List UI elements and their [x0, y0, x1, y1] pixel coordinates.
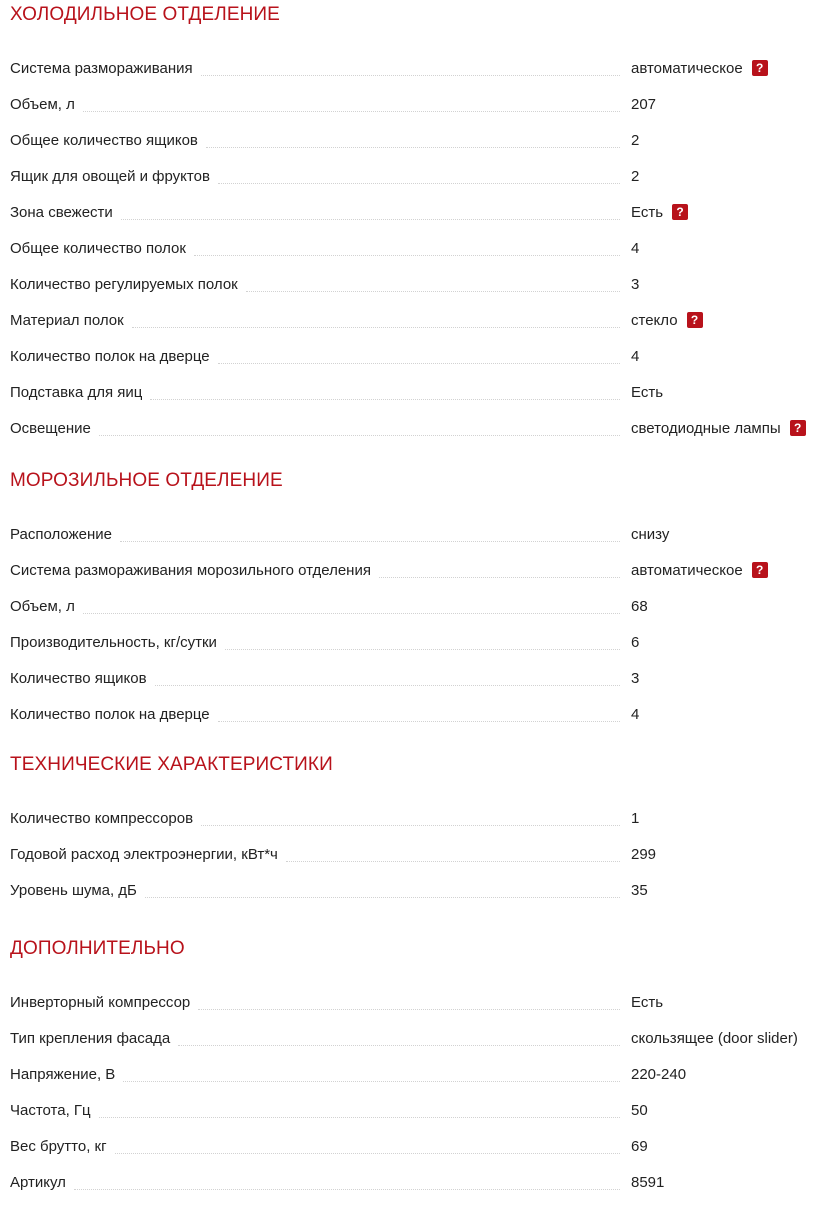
spec-row: [10, 836, 815, 872]
section-freezer: [10, 466, 815, 732]
spec-label: Зона свежести: [10, 204, 121, 221]
dotted-leader: [99, 435, 620, 436]
spec-row: [10, 696, 815, 732]
dotted-leader: [225, 649, 620, 650]
dotted-leader: [194, 255, 620, 256]
spec-value: Есть: [631, 383, 664, 401]
spec-row: [10, 302, 815, 338]
spec-row: [10, 1092, 815, 1128]
spec-label: Система размораживания морозильного отделения: [10, 562, 379, 579]
section-additional: [10, 934, 815, 1200]
spec-label: Объем, л: [10, 96, 83, 113]
dotted-leader: [83, 111, 620, 112]
spec-value: автоматическое: [631, 561, 743, 579]
product-specifications: [10, 0, 815, 1200]
spec-value: 50: [631, 1101, 648, 1119]
section-title: ДОПОЛНИТЕЛЬНО: [10, 938, 185, 959]
spec-label: Общее количество полок: [10, 240, 194, 257]
dotted-leader: [201, 75, 620, 76]
section-title: МОРОЗИЛЬНОЕ ОТДЕЛЕНИЕ: [10, 470, 283, 491]
section-title: ТЕХНИЧЕСКИЕ ХАРАКТЕРИСТИКИ: [10, 754, 333, 775]
dotted-leader: [218, 183, 620, 184]
spec-label: Напряжение, В: [10, 1066, 123, 1083]
spec-label: Уровень шума, дБ: [10, 882, 145, 899]
spec-row: [10, 1128, 815, 1164]
dotted-leader: [123, 1081, 620, 1082]
spec-label: Объем, л: [10, 598, 83, 615]
spec-row: [10, 984, 815, 1020]
dotted-leader: [218, 721, 620, 722]
spec-label: Система размораживания: [10, 60, 201, 77]
section-title: ХОЛОДИЛЬНОЕ ОТДЕЛЕНИЕ: [10, 4, 280, 25]
spec-label: Годовой расход электроэнергии, кВт*ч: [10, 846, 286, 863]
spec-row: [10, 660, 815, 696]
dotted-leader: [155, 685, 620, 686]
spec-row: [10, 266, 815, 302]
dotted-leader: [198, 1009, 620, 1010]
spec-value: 4: [631, 239, 640, 257]
spec-label: Количество регулируемых полок: [10, 276, 246, 293]
spec-label: Вес брутто, кг: [10, 1138, 115, 1155]
spec-label: Инверторный компрессор: [10, 994, 198, 1011]
spec-row: [10, 374, 815, 410]
dotted-leader: [74, 1189, 620, 1190]
dotted-leader: [379, 577, 620, 578]
spec-row: [10, 410, 815, 446]
spec-value: 1: [631, 809, 640, 827]
dotted-leader: [115, 1153, 620, 1154]
dotted-leader: [150, 399, 620, 400]
spec-value: 35: [631, 881, 648, 899]
help-icon[interactable]: ?: [752, 562, 768, 578]
spec-value: 3: [631, 275, 640, 293]
spec-value: стекло: [631, 311, 678, 329]
spec-value: Есть: [631, 203, 664, 221]
spec-label: Количество полок на дверце: [10, 348, 218, 365]
spec-row: [10, 516, 815, 552]
spec-row: [10, 1020, 815, 1056]
spec-value: 6: [631, 633, 640, 651]
spec-value: 3: [631, 669, 640, 687]
spec-label: Артикул: [10, 1174, 74, 1191]
spec-row: [10, 122, 815, 158]
dotted-leader: [201, 825, 620, 826]
dotted-leader: [246, 291, 620, 292]
spec-row: [10, 1164, 815, 1200]
spec-value: 220-240: [631, 1065, 687, 1083]
spec-row: [10, 86, 815, 122]
spec-label: Подставка для яиц: [10, 384, 150, 401]
spec-label: Количество компрессоров: [10, 810, 201, 827]
spec-value: 8591: [631, 1173, 665, 1191]
help-icon[interactable]: ?: [790, 420, 806, 436]
spec-value: Есть: [631, 993, 664, 1011]
spec-value: 4: [631, 347, 640, 365]
dotted-leader: [218, 363, 620, 364]
spec-row: [10, 624, 815, 660]
dotted-leader: [120, 541, 620, 542]
spec-value: 207: [631, 95, 657, 113]
spec-label: Освещение: [10, 420, 99, 437]
spec-list: [10, 50, 815, 446]
spec-label: Материал полок: [10, 312, 132, 329]
spec-list: [10, 984, 815, 1200]
spec-row: [10, 338, 815, 374]
dotted-leader: [99, 1117, 620, 1118]
spec-row: [10, 800, 815, 836]
section-technical: [10, 750, 815, 908]
spec-value: 2: [631, 167, 640, 185]
spec-row: [10, 872, 815, 908]
spec-row: [10, 194, 815, 230]
spec-label: Общее количество ящиков: [10, 132, 206, 149]
spec-row: [10, 230, 815, 266]
spec-value: 299: [631, 845, 657, 863]
spec-row: [10, 552, 815, 588]
spec-value: 69: [631, 1137, 648, 1155]
help-icon[interactable]: ?: [687, 312, 703, 328]
spec-value: светодиодные лампы: [631, 419, 781, 437]
spec-label: Частота, Гц: [10, 1102, 99, 1119]
dotted-leader: [206, 147, 620, 148]
spec-label: Производительность, кг/сутки: [10, 634, 225, 651]
spec-value: автоматическое: [631, 59, 743, 77]
spec-value: скользящее (door slider): [631, 1029, 798, 1047]
spec-list: [10, 516, 815, 732]
spec-value: снизу: [631, 525, 670, 543]
spec-value: 2: [631, 131, 640, 149]
dotted-leader: [145, 897, 620, 898]
dotted-leader: [286, 861, 620, 862]
spec-label: Количество ящиков: [10, 670, 155, 687]
section-fridge: [10, 0, 815, 446]
spec-row: [10, 50, 815, 86]
spec-list: [10, 800, 815, 908]
spec-row: [10, 1056, 815, 1092]
help-icon[interactable]: ?: [672, 204, 688, 220]
help-icon[interactable]: ?: [752, 60, 768, 76]
dotted-leader: [83, 613, 620, 614]
dotted-leader: [132, 327, 620, 328]
spec-value: 68: [631, 597, 648, 615]
spec-label: Расположение: [10, 526, 120, 543]
dotted-leader: [121, 219, 620, 220]
spec-row: [10, 588, 815, 624]
spec-value: 4: [631, 705, 640, 723]
spec-label: Количество полок на дверце: [10, 706, 218, 723]
dotted-leader: [178, 1045, 620, 1046]
spec-label: Ящик для овощей и фруктов: [10, 168, 218, 185]
spec-row: [10, 158, 815, 194]
spec-label: Тип крепления фасада: [10, 1030, 178, 1047]
